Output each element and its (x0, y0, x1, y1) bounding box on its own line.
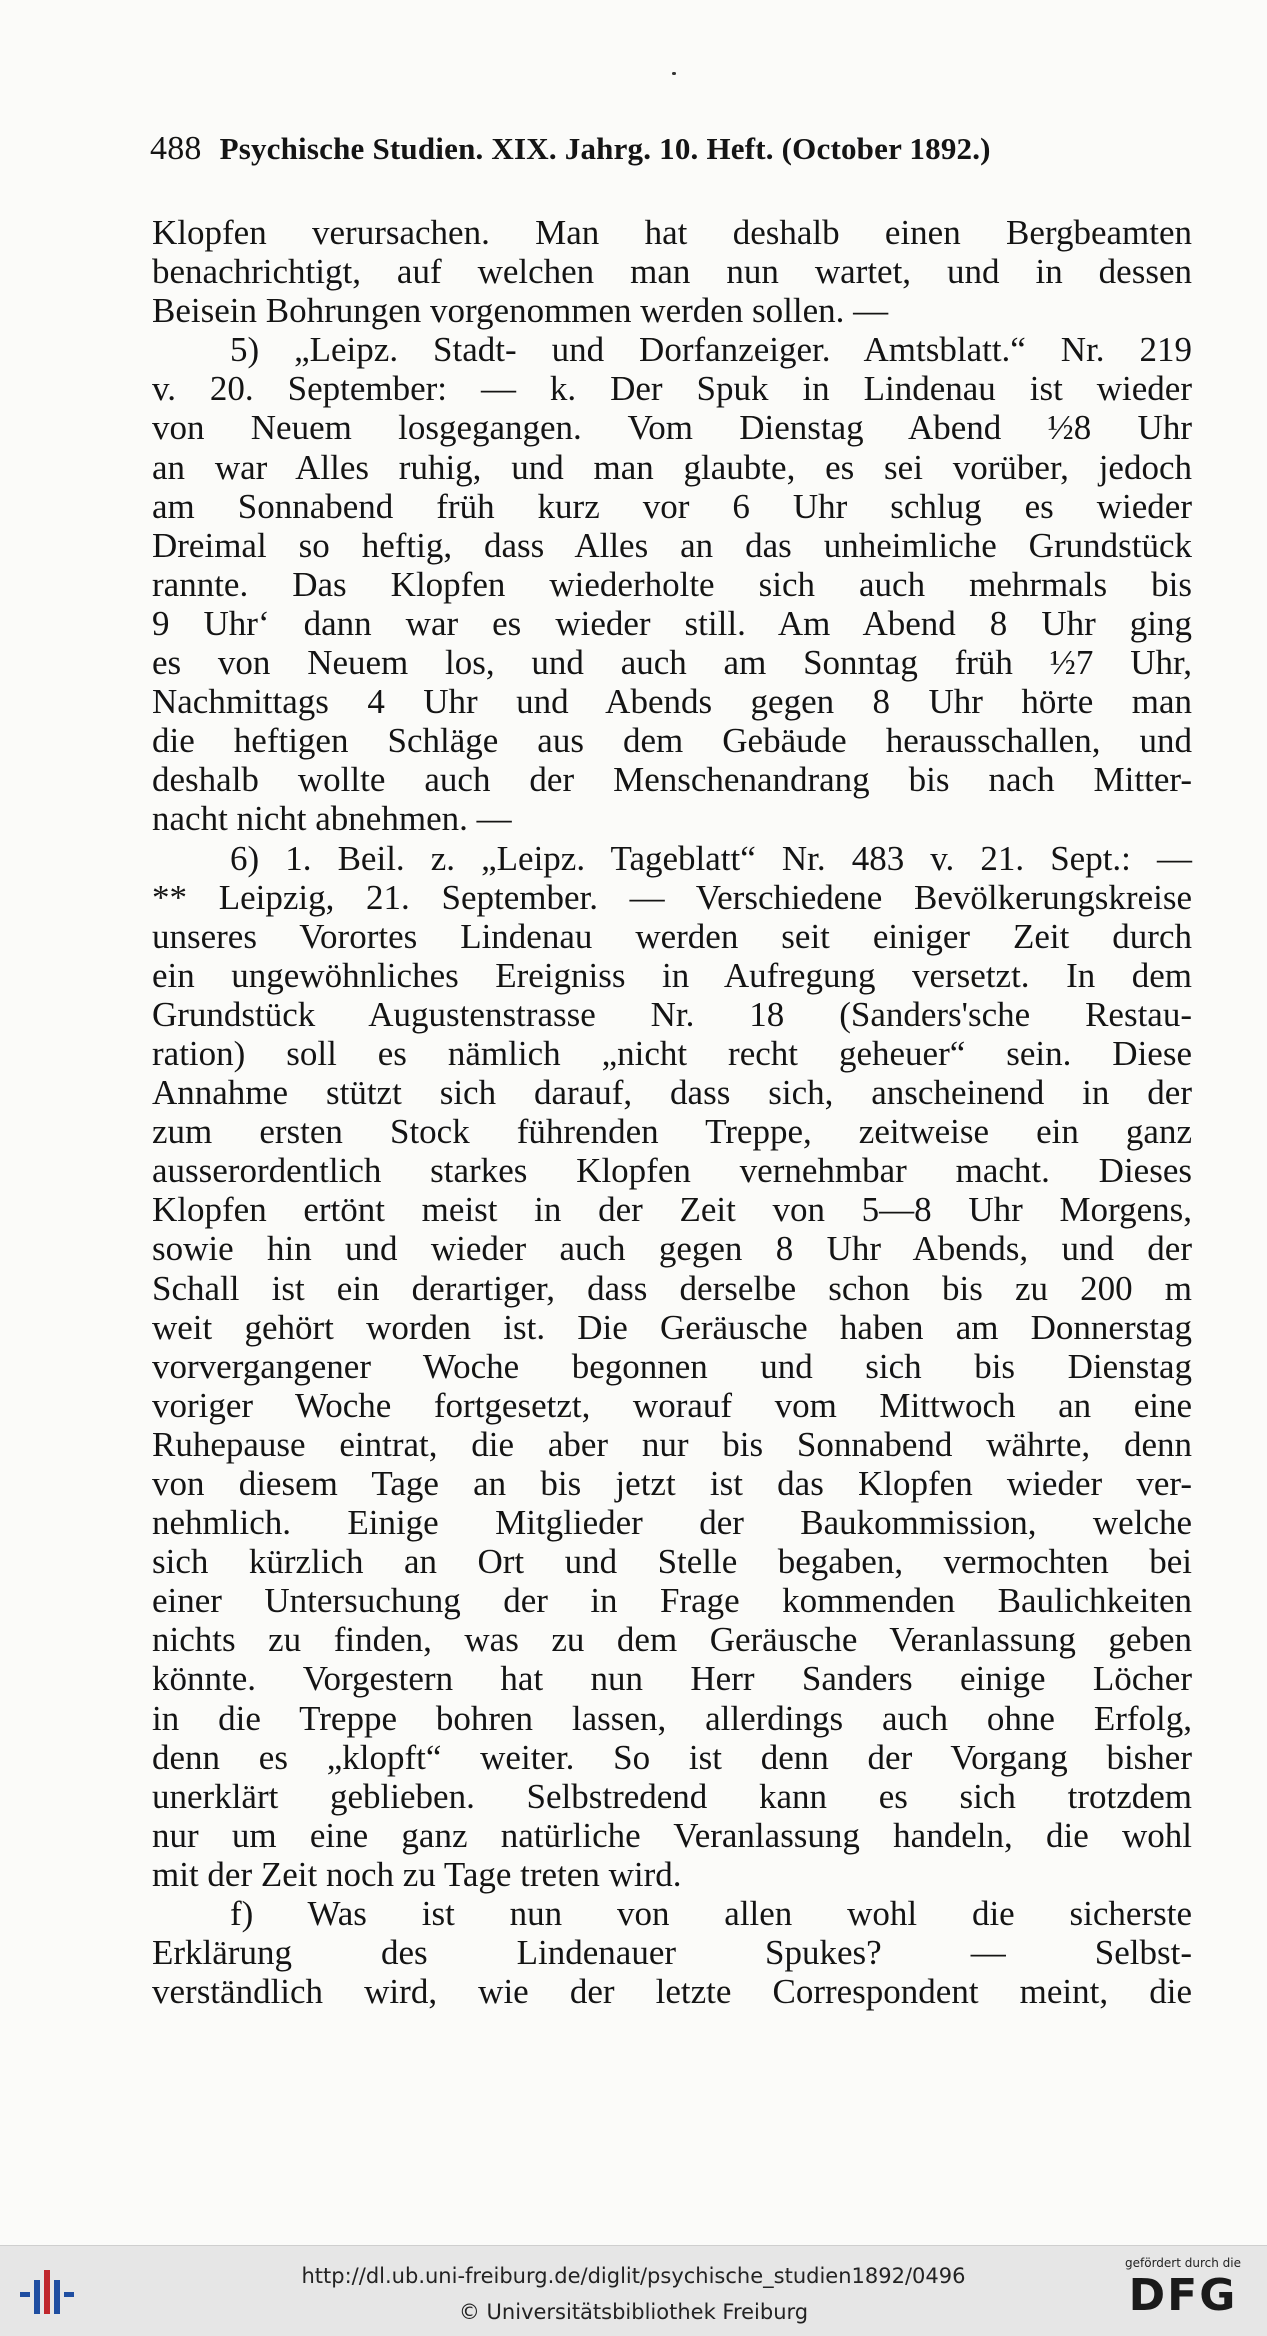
text-line: einer Untersuchung der in Frage kommenden Baulichkeiten (152, 1581, 1192, 1621)
text-line: vorvergangener Woche begonnen und sich bis Dienstag (152, 1346, 1192, 1386)
text-line: ein ungewöhnliches Ereigniss in Aufregung versetzt. In dem (152, 955, 1192, 995)
text-line: verständlich wird, wie der letzte Correspondent meint, die (152, 1972, 1192, 2012)
text-line: könnte. Vorgestern hat nun Herr Sanders einige Löcher (152, 1659, 1192, 1699)
text-line: voriger Woche fortgesetzt, worauf vom Mittwoch an eine (152, 1385, 1192, 1425)
text-line: Erklärung des Lindenauer Spukes? — Selbst- (152, 1933, 1192, 1973)
text-line: nichts zu finden, was zu dem Geräusche Veranlassung geben (152, 1620, 1192, 1660)
text-line: an war Alles ruhig, und man glaubte, es sei vorüber, jedoch (152, 447, 1192, 487)
text-line: in die Treppe bohren lassen, allerdings auch ohne Erfolg, (152, 1698, 1192, 1738)
copyright-notice: © Universitätsbibliothek Freiburg (458, 2300, 809, 2324)
text-line: die heftigen Schläge aus dem Gebäude herausschallen, und (152, 721, 1192, 761)
text-line: am Sonnabend früh kurz vor 6 Uhr schlug es wieder (152, 486, 1192, 526)
text-line: Grundstück Augustenstrasse Nr. 18 (Sanders'sche Restau- (152, 994, 1192, 1034)
text-line: ausserordentlich starkes Klopfen vernehmbar macht. Dieses (152, 1151, 1192, 1191)
text-line: von diesem Tage an bis jetzt ist das Klopfen wieder ver- (152, 1464, 1192, 1503)
text-line: sich kürzlich an Ort und Stelle begaben, vermochten bei (152, 1542, 1192, 1582)
text-line: unerklärt geblieben. Selbstredend kann es sich trotzdem (152, 1776, 1192, 1816)
text-line: weit gehört worden ist. Die Geräusche haben am Donnerstag (152, 1307, 1192, 1347)
page-number: 488 (150, 130, 202, 167)
text-line: f) Was ist nun von allen wohl die sicherste (230, 1894, 1192, 1934)
text-line: deshalb wollte auch der Menschenandrang bis nach Mitter- (152, 760, 1192, 800)
text-line: Dreimal so heftig, dass Alles an das unheimliche Grundstück (152, 525, 1192, 565)
text-line: Klopfen verursachen. Man hat deshalb einen Bergbeamten (152, 213, 1192, 252)
text-line: von Neuem losgegangen. Vom Dienstag Abend ½8 Uhr (152, 408, 1192, 448)
text-line: nur um eine ganz natürliche Veranlassung handeln, die wohl (152, 1815, 1192, 1855)
text-line: 9 Uhr‘ dann war es wieder still. Am Abend 8 Uhr ging (152, 603, 1192, 643)
running-title: Psychische Studien. XIX. Jahrg. 10. Heft. (October 1892.) (219, 131, 991, 166)
text-line: v. 20. September: — k. Der Spuk in Lindenau ist wieder (152, 369, 1192, 409)
text-line: rannte. Das Klopfen wiederholte sich auch mehrmals bis (152, 564, 1192, 604)
text-line: mit der Zeit noch zu Tage treten wird. (152, 1854, 682, 1894)
text-line: benachrichtigt, auf welchen man nun wartet, und in dessen (152, 252, 1192, 292)
dfg-sponsor-badge (1113, 2256, 1253, 2332)
text-line: sowie hin und wieder auch gegen 8 Uhr Abends, und der (152, 1229, 1192, 1269)
scan-speck (672, 72, 676, 75)
text-line: Ruhepause eintrat, die aber nur bis Sonnabend währte, denn (152, 1424, 1192, 1464)
text-line: Annahme stützt sich darauf, dass sich, anscheinend in der (152, 1073, 1192, 1113)
text-line: zum ersten Stock führenden Treppe, zeitweise ein ganz (152, 1112, 1192, 1152)
text-line: unseres Vorortes Lindenau werden seit einiger Zeit durch (152, 916, 1192, 956)
page-header (150, 130, 1140, 168)
text-line: Nachmittags 4 Uhr und Abends gegen 8 Uhr hörte man (152, 682, 1192, 722)
text-line: 6) 1. Beil. z. „Leipz. Tageblatt“ Nr. 483 v. 21. Sept.: — (230, 838, 1192, 878)
text-line: Klopfen ertönt meist in der Zeit von 5—8 Uhr Morgens, (152, 1190, 1192, 1230)
text-line: 5) „Leipz. Stadt- und Dorfanzeiger. Amtsblatt.“ Nr. 219 (230, 330, 1192, 370)
text-line: denn es „klopft“ weiter. So ist denn der Vorgang bisher (152, 1737, 1192, 1777)
dfg-logo: DFG (1128, 2270, 1238, 2321)
text-line: nacht nicht abnehmen. — (152, 799, 512, 839)
text-line: Beisein Bohrungen vorgenommen werden sollen. — (152, 291, 889, 331)
text-line: es von Neuem los, und auch am Sonntag früh ½7 Uhr, (152, 643, 1192, 683)
text-line: ** Leipzig, 21. September. — Verschiedene Bevölkerungskreise (152, 877, 1192, 917)
viewer-footer (0, 2245, 1267, 2336)
text-line: Schall ist ein derartiger, dass derselbe schon bis zu 200 m (152, 1268, 1192, 1308)
dfg-caption: gefördert durch die (1125, 2256, 1241, 2270)
text-line: ration) soll es nämlich „nicht recht geheuer“ sein. Diese (152, 1033, 1192, 1073)
source-url[interactable]: http://dl.ub.uni-freiburg.de/diglit/psychische_studien1892/0496 (301, 2264, 966, 2288)
text-line: nehmlich. Einige Mitglieder der Baukommission, welche (152, 1503, 1192, 1543)
body-text (152, 213, 1192, 2011)
